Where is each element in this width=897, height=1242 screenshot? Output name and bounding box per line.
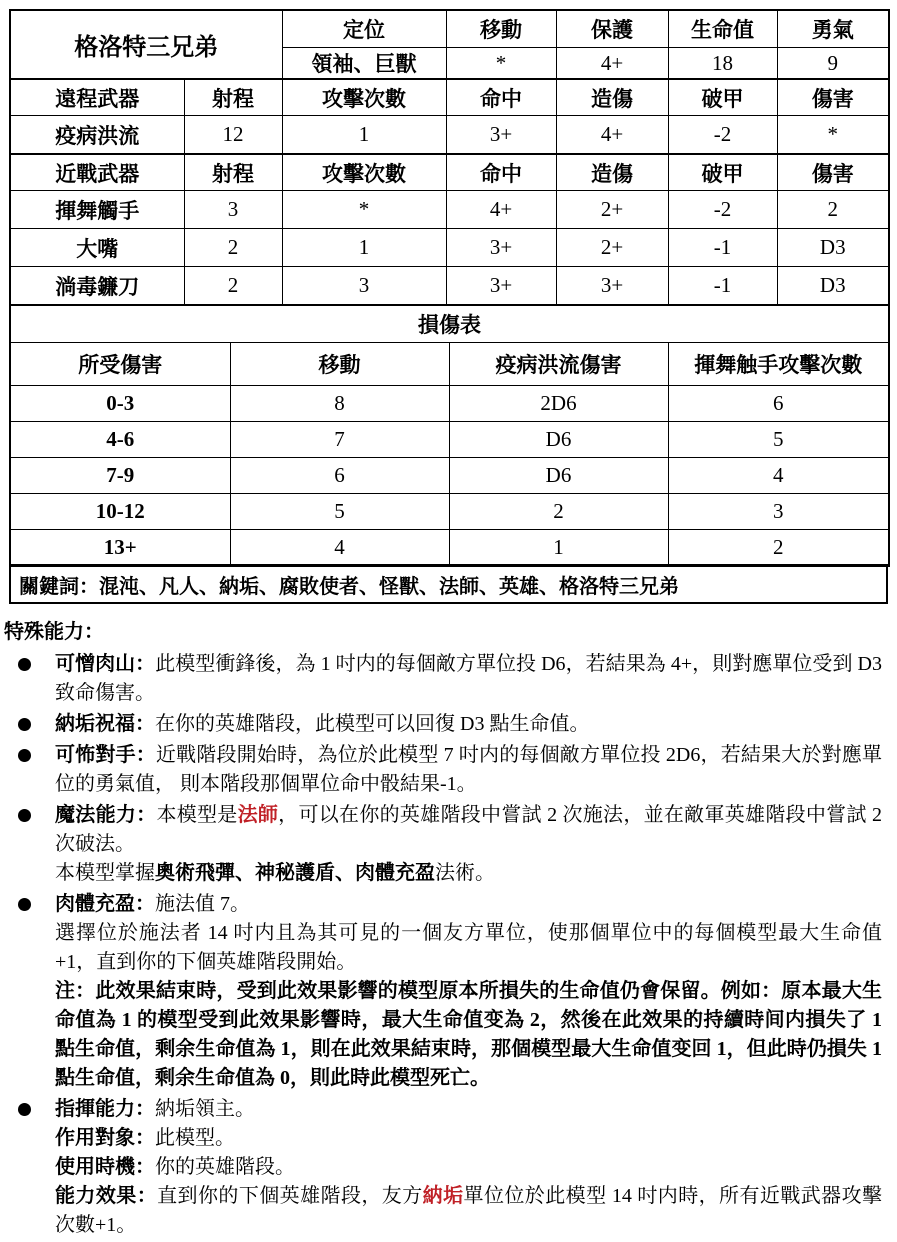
abilities-section-title: 特殊能力： [4,621,104,643]
damage-table [9,304,890,567]
ability-name: 可憎肉山： [55,653,156,675]
bullet-icon [18,898,31,911]
command-when-label: 使用時機： [55,1156,155,1178]
keywords-table [9,564,888,604]
wizard-keyword: 法師 [237,804,279,826]
ability-name: 納垢祝福： [55,713,155,735]
positioning-value: 領袖、巨獸 [282,48,446,80]
ability-name: 肉體充盈： [55,893,155,915]
damage-table-header: 所受傷害 移動 疫病洪流傷害 揮舞触手攻擊次數 [10,342,889,385]
ability-name: 指揮能力： [55,1098,155,1120]
bullet-icon [18,749,31,762]
keywords-label: 關鍵詞： [19,575,99,598]
damage-table-title: 損傷表 [10,305,889,343]
missile-weapon-name: 疫病洪流 [10,116,184,155]
bravery-label: 勇氣 [777,10,889,48]
spell-description: 選擇位於施法者 14 吋内且為其可見的一個友方單位，使那個單位中的每個模型最大生命值+1，直到你的下個英雄階段開始。 [55,922,882,973]
ability-name: 可怖對手： [55,744,156,766]
keywords-text: 混沌、凡人、納垢、腐敗使者、怪獸、法師、英雄、格洛特三兄弟 [99,575,679,598]
unit-name: 格洛特三兄弟 [10,10,282,79]
keywords-row [10,565,887,603]
melee-weapon-name: 揮舞觸手 [10,191,184,229]
ability-name: 魔法能力： [55,804,157,826]
damage-table-row: 0-3 8 2D6 6 [10,385,889,421]
melee-weapon-row: 大嘴 2 1 3+ 2+ -1 D3 [10,229,889,267]
melee-weapon-name: 大嘴 [10,229,184,267]
ability-magic: 魔法能力：本模型是法師，可以在你的英雄階段中嘗試 2 次施法，並在敵軍英雄階段中嘗試 2 次破法。 本模型掌握奧術飛彈、神秘護盾、肉體充盈法術。 [4,801,893,888]
abilities-section [4,618,893,1240]
damage-table-row: 7-9 6 D6 4 [10,457,889,493]
missile-weapon-header: 遠程武器 射程 攻擊次數 命中 造傷 破甲 傷害 [10,79,889,116]
wounds-value: 18 [668,48,777,80]
melee-weapon-row: 淌毒鐮刀 2 3 3+ 3+ -1 D3 [10,267,889,306]
move-label: 移動 [446,10,556,48]
bullet-icon [18,718,31,731]
bullet-icon [18,1103,31,1116]
ability-hideous-mass [4,650,893,708]
melee-weapon-name: 淌毒鐮刀 [10,267,184,306]
ability-fleshy-abundance: 肉體充盈：施法值 7。 選擇位於施法者 14 吋内且為其可見的一個友方單位，使那個單位中的每個模型最大生命值+1，直到你的下個英雄階段開始。 注：此效果結束時，受到此效果影響的模型原本所損失的生命值仍會保留。例如：原本最大生命值為 1 的模型受到此效果影響時，最大生命值变為 2，然後在此效果的持續時间内損失了 1 點生命值，剩余生命值為 1，則在此效果結束時，那個模型最大生命值变回 1，但此時仍損失 1 點生命值，剩余生命值為 0，則此時此模型死亡。 [4,890,893,1093]
command-target-label: 作用對象： [55,1127,155,1149]
ability-terrifying-opponent [4,741,893,799]
spell-note: 注：此效果結束時，受到此效果影響的模型原本所損失的生命值仍會保留。例如：原本最大生命值為 1 的模型受到此效果影響時，最大生命值变為 2，然後在此效果的持續時间内損失了 1 點生命值，剩余生命值為 1，則在此效果結束時，那個模型最大生命值变回 1，但此時仍損失 1 點生命值，剩余生命值為 0，則此時此模型死亡。 [55,980,882,1089]
stat-header-row [10,10,889,48]
wounds-label: 生命值 [668,10,777,48]
bullet-icon [18,809,31,822]
ability-text: 在你的英雄階段，此模型可以回復 D3 點生命值。 [155,713,590,735]
nurgle-keyword: 納垢 [422,1185,464,1207]
damage-table-row: 10-12 5 2 3 [10,493,889,529]
ability-nurgle-blessing [4,710,893,739]
melee-weapon-header: 近戰武器 射程 攻擊次數 命中 造傷 破甲 傷害 [10,154,889,191]
move-value: * [446,48,556,80]
ability-command: 指揮能力：納垢領主。 作用對象：此模型。 使用時機：你的英雄階段。 能力效果：直到你的下個英雄階段，友方納垢單位位於此模型 14 吋内時，所有近戰武器攻擊次數+1。 [4,1095,893,1240]
bravery-value: 9 [777,48,889,80]
damage-table-row: 4-6 7 D6 5 [10,421,889,457]
spell-names: 奧術飛彈、神秘護盾、肉體充盈 [155,862,435,884]
melee-weapon-row: 揮舞觸手 3 * 4+ 2+ -2 2 [10,191,889,229]
damage-table-row: 13+ 4 1 2 [10,529,889,566]
damage-table-title-row [10,305,889,343]
save-value: 4+ [556,48,668,80]
command-effect-label: 能力效果： [55,1185,158,1207]
missile-weapon-row: 疫病洪流 12 1 3+ 4+ -2 * [10,116,889,155]
bullet-icon [18,658,31,671]
ability-text: 近戰階段開始時，為位於此模型 7 吋内的每個敵方單位投 2D6，若結果大於對應單位的勇氣值， 則本階段那個單位命中骰結果-1。 [55,744,882,795]
positioning-label: 定位 [282,10,446,48]
save-label: 保護 [556,10,668,48]
unit-stat-table [9,9,890,306]
ability-text: 此模型衝鋒後，為 1 吋内的每個敵方單位投 D6，若結果為 4+，則對應單位受到 D3 致命傷害。 [55,653,882,704]
